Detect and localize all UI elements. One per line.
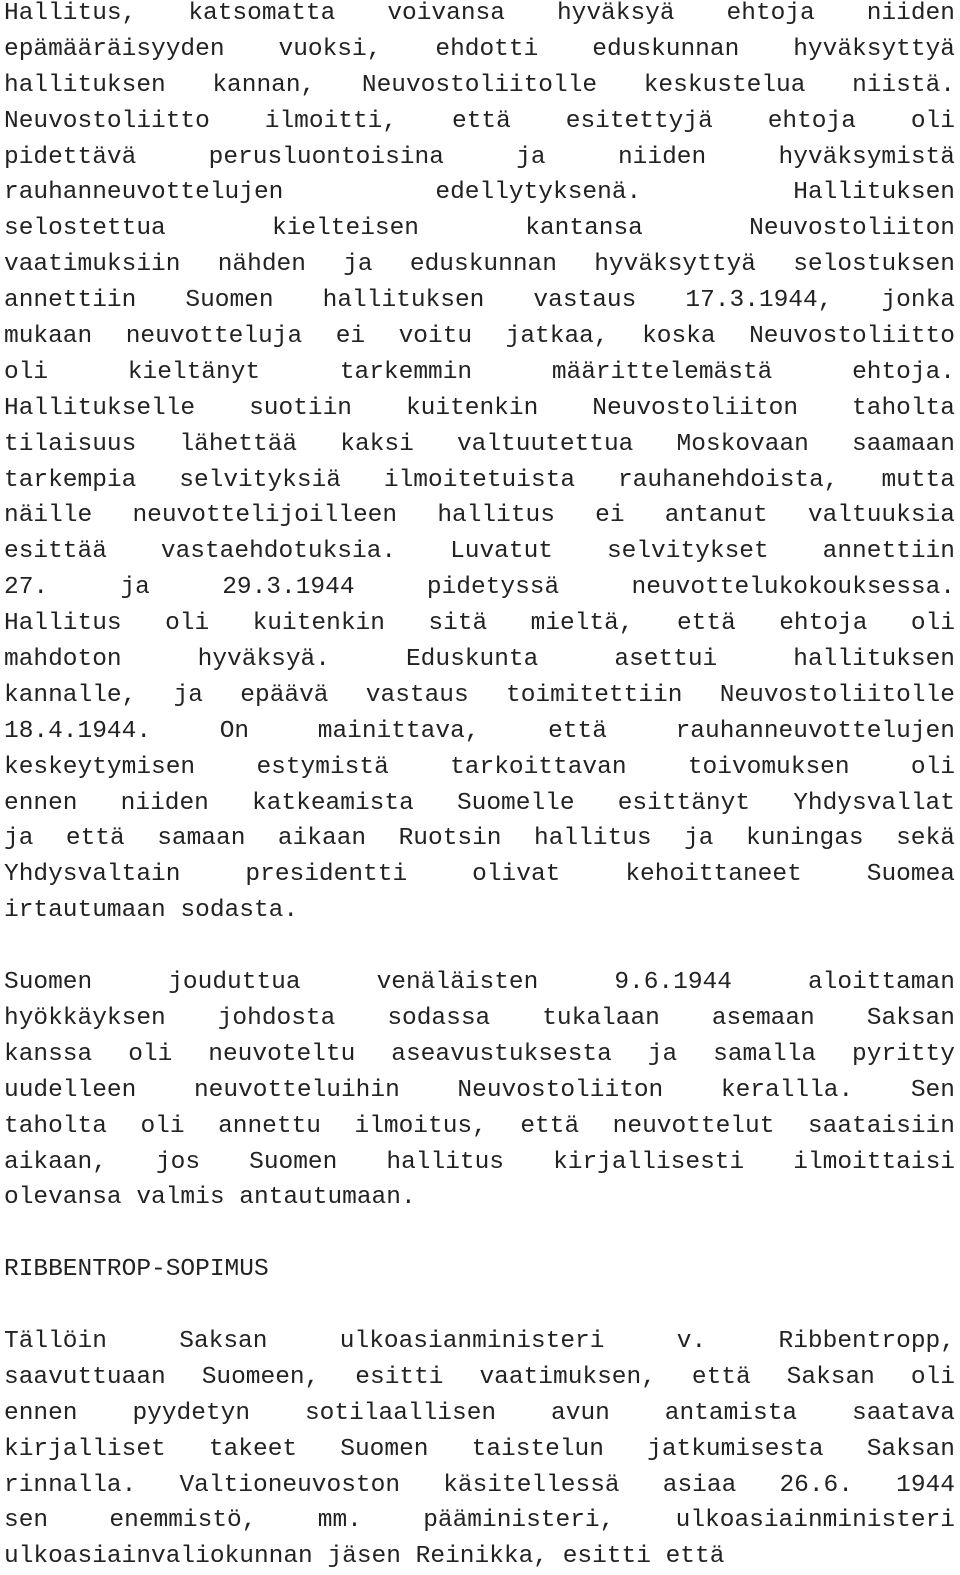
word: kantansa <box>525 215 643 243</box>
word: mieltä, <box>530 610 634 638</box>
text-line <box>4 642 955 678</box>
word: annettiin <box>4 287 137 315</box>
word: kannan, <box>212 71 316 99</box>
text-line <box>4 319 955 355</box>
word: pyritty <box>852 1040 955 1068</box>
word: vastaus <box>365 681 469 709</box>
word: pidettävä <box>4 143 137 171</box>
text-line <box>4 1073 955 1109</box>
word: katsomatta <box>188 0 336 27</box>
word: saataisiin <box>807 1112 955 1140</box>
word: keskeytymisen <box>4 753 196 781</box>
word: kuitenkin <box>405 394 539 422</box>
word: Neuvostoliitto <box>749 323 955 351</box>
word: asettui <box>614 646 718 674</box>
word: että <box>691 1363 751 1391</box>
text-line <box>4 0 955 32</box>
word: saamaan <box>852 430 955 458</box>
word: Neuvostoliitolle <box>361 71 598 99</box>
word: kirjalliset <box>4 1435 166 1463</box>
text-line <box>4 247 955 283</box>
word: neuvottelijoilleen <box>132 502 398 530</box>
word: antamista <box>664 1399 798 1427</box>
word: antanut <box>664 502 768 530</box>
paragraph-gap <box>4 929 955 965</box>
word: mahdoton <box>4 646 122 674</box>
word: edellytyksenä. <box>435 179 642 207</box>
word: kannalle, <box>4 681 137 709</box>
word: hyväksyttyä <box>793 35 955 63</box>
word: taholta <box>852 394 955 422</box>
text-line <box>4 570 955 606</box>
word: oli <box>165 610 210 638</box>
word: valtuutettua <box>456 430 634 458</box>
word: hallituksen <box>322 287 485 315</box>
word: Suomen <box>185 287 274 315</box>
word: jouduttua <box>168 969 301 997</box>
word: Hallitus <box>4 610 122 638</box>
word: hyväksyä. <box>197 646 330 674</box>
word: katkeamista <box>252 789 414 817</box>
text-line <box>4 140 955 176</box>
word: että <box>548 717 607 745</box>
word: Hallitukselle <box>4 394 196 422</box>
word: saavuttuaan <box>4 1363 166 1391</box>
text-line <box>4 498 955 534</box>
word: näille <box>4 502 93 530</box>
word: Suomelle <box>456 789 575 817</box>
word: hallitus <box>386 1148 505 1176</box>
word: Valtioneuvoston <box>179 1471 401 1499</box>
word: ehtoja <box>726 0 815 27</box>
word: ennen <box>4 789 78 817</box>
word: selostettua <box>4 215 166 243</box>
word: Yhdysvaltain <box>4 861 181 889</box>
word: ehdotti <box>435 35 539 63</box>
word: ei <box>335 323 366 351</box>
text-line <box>4 211 955 247</box>
text-line <box>4 1396 955 1432</box>
word: aseavustuksesta <box>391 1040 612 1068</box>
word: sotilaallisen <box>304 1399 497 1427</box>
word: Neuvostoliitolle <box>719 681 955 709</box>
word: oli <box>140 1112 185 1140</box>
word: annettiin <box>822 538 955 566</box>
word: eduskunnan <box>592 35 740 63</box>
word: uudelleen <box>4 1076 137 1104</box>
text-line <box>4 427 955 463</box>
word: hallitus <box>437 502 555 530</box>
word: pääministeri, <box>423 1507 615 1535</box>
word: ilmoitus, <box>354 1112 487 1140</box>
word: valtuuksia <box>807 502 955 530</box>
word: kirjallisesti <box>553 1148 745 1176</box>
word: Suomea <box>866 861 955 889</box>
word: Neuvostoliiton <box>457 1076 664 1104</box>
word: olivat <box>472 861 561 889</box>
word: 1944 <box>896 1471 955 1499</box>
word: oli <box>910 107 955 135</box>
text-line <box>4 606 955 642</box>
word: vastaus <box>533 287 637 315</box>
word: Hallitus, <box>4 0 137 27</box>
word: epämääräisyyden <box>4 35 225 63</box>
word: tarkoittavan <box>450 753 627 781</box>
word: pyydetyn <box>132 1399 251 1427</box>
text-line <box>4 1503 955 1539</box>
word: vastaehdotuksia. <box>160 538 397 566</box>
word: annettu <box>218 1112 321 1140</box>
word: samalla <box>713 1040 817 1068</box>
word: Yhdysvallat <box>793 789 955 817</box>
word: oli <box>910 753 955 781</box>
word: epäävä <box>240 681 329 709</box>
word: neuvoteltu <box>208 1040 356 1068</box>
word: sitä <box>428 610 488 638</box>
text-line <box>4 463 955 499</box>
word: suotiin <box>249 394 353 422</box>
word: neuvottelukokouksessa. <box>631 574 955 602</box>
word: kanssa <box>4 1040 93 1068</box>
word: eduskunnan <box>409 251 557 279</box>
word: ja <box>516 143 546 171</box>
word: 17.3.1944, <box>685 287 833 315</box>
word: tukalaan <box>542 1004 660 1032</box>
word: kuningas <box>746 825 864 853</box>
word: esitti <box>355 1363 444 1391</box>
paragraph-3 <box>4 1324 955 1575</box>
text-line <box>4 750 955 786</box>
word: 26.6. <box>779 1471 853 1499</box>
text-line: olevansa valmis antautumaan. <box>4 1184 416 1212</box>
word: Neuvostoliiton <box>592 394 799 422</box>
paragraph-gap <box>4 1288 955 1324</box>
word: jatkaa, <box>505 323 609 351</box>
word: mukaan <box>4 323 93 351</box>
paragraph-gap <box>4 1216 955 1252</box>
word: ilmoitti, <box>264 107 398 135</box>
word: esitettyjä <box>565 107 713 135</box>
word: että <box>676 610 736 638</box>
word: taholta <box>4 1112 107 1140</box>
word: mainittava, <box>317 717 480 745</box>
word: hallitus <box>534 825 652 853</box>
word: oli <box>128 1040 173 1068</box>
word: ulkoasianministeri <box>339 1327 605 1355</box>
text-line <box>4 678 955 714</box>
paragraph-2 <box>4 965 955 1216</box>
text-line <box>4 857 955 893</box>
word: kaksi <box>340 430 414 458</box>
text-line <box>4 175 955 211</box>
word: esittää <box>4 538 107 566</box>
word: estymistä <box>256 753 389 781</box>
word: hallituksen <box>793 646 955 674</box>
word: jos <box>155 1148 201 1176</box>
word: neuvotteluja <box>125 323 303 351</box>
word: saatava <box>852 1399 955 1427</box>
word: vuoksi, <box>278 35 382 63</box>
word: neuvottelut <box>612 1112 775 1140</box>
word: perusluontoisina <box>208 143 444 171</box>
word: ilmoitetuista <box>383 466 576 494</box>
word: että <box>452 107 511 135</box>
word: venäläisten <box>376 969 539 997</box>
word: ehtoja. <box>852 358 955 386</box>
word: Saksan <box>866 1435 955 1463</box>
word: niiden <box>617 143 707 171</box>
document-page <box>4 0 955 1575</box>
word: Ribbentropp, <box>778 1327 955 1355</box>
word: oli <box>910 610 955 638</box>
word: 9.6.1944 <box>614 969 732 997</box>
text-line: irtautumaan sodasta. <box>4 897 299 925</box>
word: niiden <box>866 0 955 27</box>
word: Tällöin <box>4 1327 107 1355</box>
word: ulkoasiainministeri <box>675 1507 955 1535</box>
word: Neuvostoliitto <box>4 107 210 135</box>
text-line <box>4 786 955 822</box>
word: On <box>219 717 250 745</box>
word: 29.3.1944 <box>222 574 355 602</box>
word: niistä. <box>852 71 955 99</box>
word: sodassa <box>387 1004 491 1032</box>
word: Moskovaan <box>676 430 809 458</box>
text-line <box>4 355 955 391</box>
word: neuvotteluihin <box>193 1076 400 1104</box>
word: voitu <box>398 323 473 351</box>
text-line <box>4 68 955 104</box>
word: avun <box>551 1399 610 1427</box>
word: kehoittaneet <box>625 861 802 889</box>
word: samaan <box>157 825 246 853</box>
word: Suomen <box>4 969 93 997</box>
word: Neuvostoliiton <box>749 215 955 243</box>
section-heading: RIBBENTROP-SOPIMUS <box>4 1256 269 1284</box>
word: sen <box>4 1507 49 1535</box>
word: mm. <box>317 1507 362 1535</box>
word: tarkemmin <box>339 358 473 386</box>
text-line <box>4 104 955 140</box>
word: oli <box>4 358 49 386</box>
text-line <box>4 714 955 750</box>
word: Sen <box>910 1076 955 1104</box>
word: asemaan <box>711 1004 815 1032</box>
word: että <box>65 825 125 853</box>
word: kielteisen <box>271 215 420 243</box>
text-line <box>4 821 955 857</box>
text-line <box>4 391 955 427</box>
word: aikaan, <box>4 1148 107 1176</box>
text-line <box>4 1001 955 1037</box>
word: kuitenkin <box>252 610 385 638</box>
word: Hallituksen <box>793 179 955 207</box>
word: hallituksen <box>4 71 166 99</box>
text-line <box>4 1145 955 1181</box>
word: enemmistö, <box>109 1507 257 1535</box>
word: Ruotsin <box>398 825 502 853</box>
word: määrittelemästä <box>551 358 773 386</box>
word: rauhanneuvottelujen <box>675 717 955 745</box>
word: niiden <box>120 789 209 817</box>
word: että <box>520 1112 580 1140</box>
word: hyökkäyksen <box>4 1004 166 1032</box>
text-line <box>4 1468 955 1504</box>
word: kieltänyt <box>127 358 261 386</box>
word: ja <box>647 1040 678 1068</box>
text-line <box>4 1432 955 1468</box>
word: ennen <box>4 1399 78 1427</box>
word: ja <box>684 825 714 853</box>
word: hyväksyä <box>556 0 675 27</box>
word: keskustelua <box>643 71 806 99</box>
word: ei <box>595 502 625 530</box>
word: käsitellessä <box>443 1471 620 1499</box>
word: toivomuksen <box>687 753 850 781</box>
word: oli <box>910 1363 955 1391</box>
word: 27. <box>4 574 49 602</box>
word: ehtoja <box>767 107 856 135</box>
word: ilmoittaisi <box>793 1148 955 1176</box>
word: lähettää <box>179 430 298 458</box>
word: Saksan <box>786 1363 875 1391</box>
word: Saksan <box>179 1327 268 1355</box>
text-line <box>4 1360 955 1396</box>
word: ja <box>173 681 204 709</box>
word: Saksan <box>866 1004 955 1032</box>
word: esittänyt <box>617 789 751 817</box>
word: hyväksyttyä <box>594 251 756 279</box>
word: Suomeen, <box>201 1363 320 1391</box>
word: takeet <box>208 1435 298 1463</box>
word: Eduskunta <box>405 646 539 674</box>
word: tarkempia <box>4 466 137 494</box>
word: 18.4.1944. <box>4 717 152 745</box>
word: ehtoja <box>779 610 868 638</box>
word: ja <box>343 251 373 279</box>
word: selvitykset <box>606 538 769 566</box>
text-line <box>4 32 955 68</box>
word: tilaisuus <box>4 430 137 458</box>
word: Luvatut <box>450 538 553 566</box>
word: ja <box>4 825 34 853</box>
word: jatkumisesta <box>647 1435 824 1463</box>
word: selvityksiä <box>179 466 341 494</box>
word: johdosta <box>217 1004 336 1032</box>
word: mutta <box>881 466 955 494</box>
text-line: ulkoasiainvaliokunnan jäsen Reinikka, esitti että <box>4 1543 725 1571</box>
word: hyväksymistä <box>778 143 955 171</box>
word: voivansa <box>387 0 505 27</box>
word: kerallla. <box>720 1076 854 1104</box>
word: asiaa <box>662 1471 737 1499</box>
text-line <box>4 965 955 1001</box>
word: Suomen <box>340 1435 429 1463</box>
word: selostuksen <box>793 251 955 279</box>
word: koska <box>642 323 716 351</box>
word: jonka <box>881 287 955 315</box>
word: v. <box>676 1327 707 1355</box>
word: nähden <box>217 251 306 279</box>
word: presidentti <box>245 861 408 889</box>
text-line <box>4 283 955 319</box>
word: vaatimuksen, <box>479 1363 656 1391</box>
word: ja <box>120 574 150 602</box>
word: vaatimuksiin <box>4 251 181 279</box>
text-line <box>4 1037 955 1073</box>
text-line <box>4 1109 955 1145</box>
word: aikaan <box>277 825 367 853</box>
word: taistelun <box>471 1435 604 1463</box>
word: toimitettiin <box>506 681 683 709</box>
word: sekä <box>896 825 955 853</box>
paragraph-1 <box>4 0 955 929</box>
word: rauhanehdoista, <box>617 466 839 494</box>
text-line <box>4 1324 955 1360</box>
word: aloittaman <box>807 969 955 997</box>
word: pidetyssä <box>426 574 560 602</box>
word: rauhanneuvottelujen <box>4 179 284 207</box>
word: rinnalla. <box>4 1471 137 1499</box>
word: Suomen <box>249 1148 338 1176</box>
text-line <box>4 534 955 570</box>
